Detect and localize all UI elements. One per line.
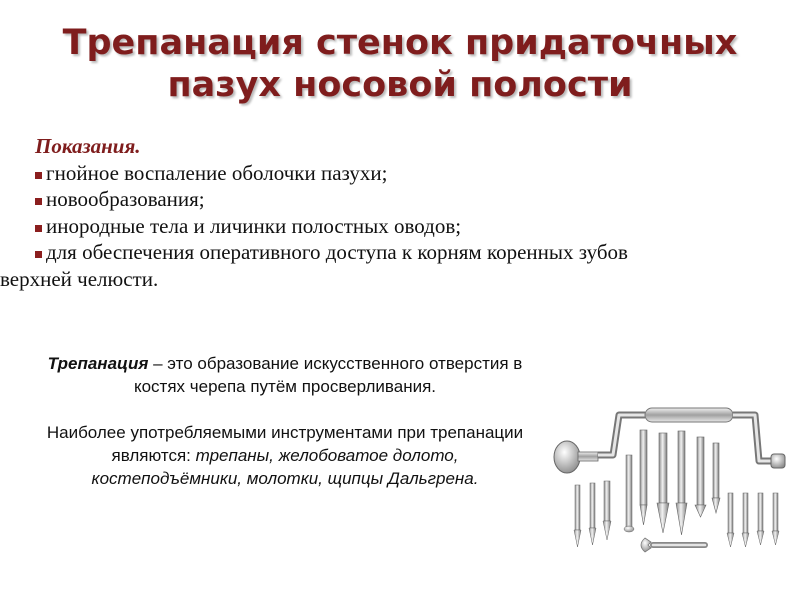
trepanation-instruments-illustration <box>545 395 795 570</box>
definition-block <box>40 352 530 490</box>
indication-text: гнойное воспаление оболочки пазухи; <box>46 160 388 185</box>
bullet-icon <box>35 225 42 232</box>
page-title <box>0 22 800 106</box>
trephine-bits-icon <box>640 430 720 535</box>
indications-heading: Показания. <box>35 134 141 158</box>
indication-text-continuation: верхней челюсти. <box>0 266 159 291</box>
indication-item <box>35 186 765 213</box>
small-tools-right-icon <box>727 493 779 547</box>
indication-item <box>0 239 765 292</box>
title-line-1: Трепанация стенок придаточных <box>62 23 738 63</box>
tools-list: трепаны, желобоватое долото, костеподъёмники, молотки, щипцы Дальгрена <box>91 446 474 488</box>
definition-term: Трепанация <box>47 354 149 373</box>
indication-item <box>35 160 765 187</box>
tools-paragraph <box>40 421 530 490</box>
definition-paragraph <box>40 352 530 398</box>
brace-icon <box>554 408 785 473</box>
bullet-icon <box>35 172 42 179</box>
tools-intro: Наиболее употребляемыми инструментами при трепанации являются: <box>46 423 524 465</box>
indication-item <box>35 213 765 240</box>
bullet-icon <box>35 251 42 258</box>
wrench-icon <box>641 538 705 552</box>
indication-text: новообразования; <box>46 187 205 211</box>
indications-block <box>0 133 765 292</box>
tools-end: . <box>473 469 479 488</box>
title-line-2: пазух носовой полости <box>167 65 633 105</box>
bullet-icon <box>35 198 42 205</box>
small-tools-icon <box>574 455 634 547</box>
indication-text: для обеспечения оперативного доступа к корням коренных зубов <box>46 240 628 264</box>
definition-text: – это образование искусственного отверстия в костях черепа путём просверливания. <box>133 354 523 396</box>
indication-text: инородные тела и личинки полостных оводов; <box>46 213 462 238</box>
